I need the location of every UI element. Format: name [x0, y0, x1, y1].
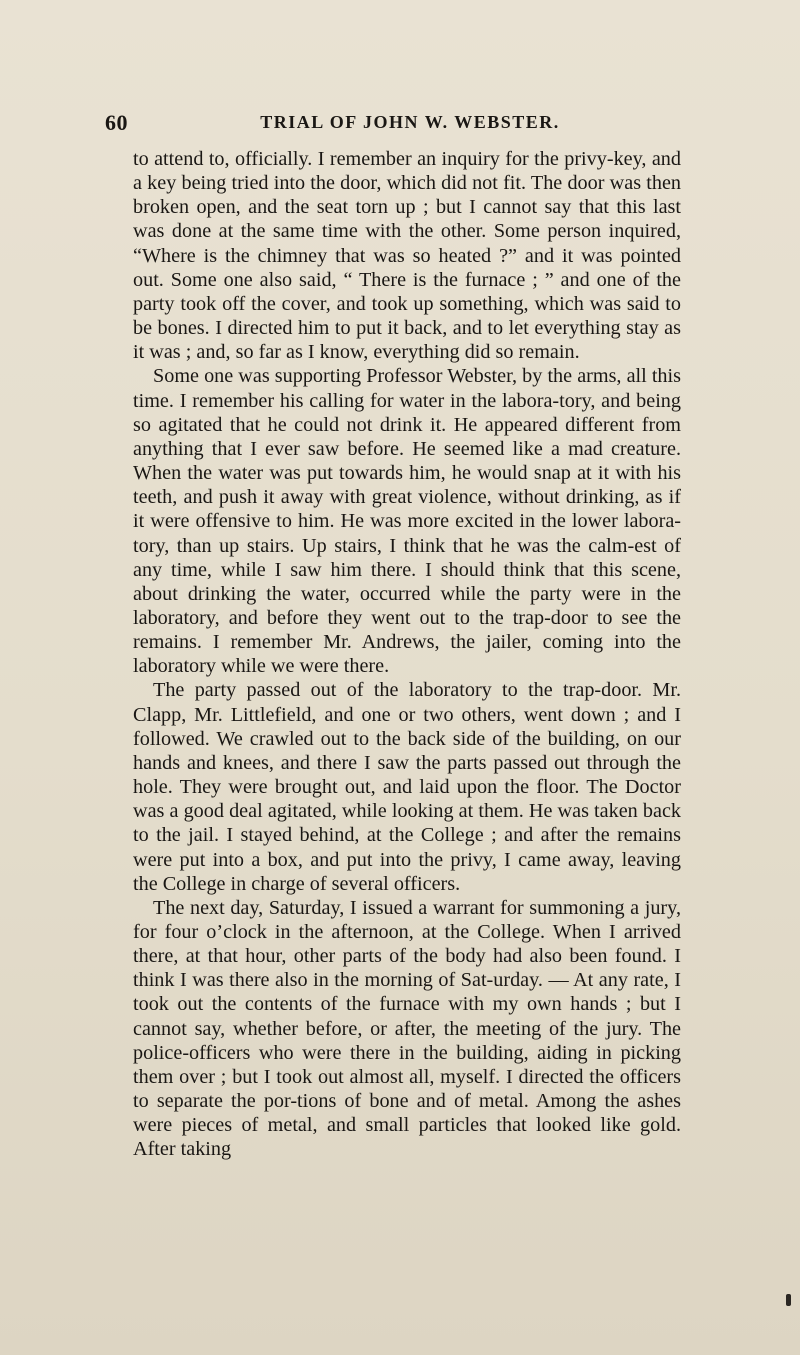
running-head: TRIAL OF JOHN W. WEBSTER.	[260, 112, 560, 132]
paragraph: to attend to, officially. I remember an inquiry for the privy-key, and a key being tried into the door, which did not fit. The door was then broken open, and the seat torn up ; but I cannot say that this last was done at the same time with the other. Some person inquired, “Where is the chimney that was so heated ?” and it was pointed out. Some one also said, “ There is the furnace ; ” and one of the party took off the cover, and took up something, which was said to be bones. I directed him to put it back, and to let everything stay as it was ; and, so far as I know, everything did so remain.	[133, 148, 681, 364]
paragraph: Some one was supporting Professor Webster, by the arms, all this time. I remember his calling for water in the labora-tory, and being so agitated that he could not drink it. He appeared different from anything that I ever saw before. He seemed like a mad creature. When the water was put towards him, he would snap at it with his teeth, and push it away with great violence, without drinking, as if it were offensive to him. He was more excited in the lower labora-tory, than up stairs. Up stairs, I think that he was the calm-est of any time, while I saw him there. I should think that this scene, about drinking the water, occurred while the party were in the laboratory, and before they went out to the trap-door to see the remains. I remember Mr. Andrews, the jailer, coming into the laboratory while we were there.	[133, 365, 681, 678]
page-number: 60	[105, 110, 128, 135]
body-text	[133, 147, 681, 1162]
ink-speck	[786, 1294, 791, 1306]
page-header	[105, 110, 715, 144]
paragraph: The party passed out of the laboratory to the trap-door. Mr. Clapp, Mr. Littlefield, and one or two others, went down ; and I followed. We crawled out to the back side of the building, on our hands and knees, and there I saw the parts passed out through the hole. They were brought out, and laid upon the floor. The Doctor was a good deal agitated, while looking at them. He was taken back to the jail. I stayed behind, at the College ; and after the remains were put into a box, and put into the privy, I came away, leaving the College in charge of several officers.	[133, 679, 681, 895]
paragraph: The next day, Saturday, I issued a warrant for summoning a jury, for four o’clock in the afternoon, at the College. When I arrived there, at that hour, other parts of the body had also been found. I think I was there also in the morning of Sat-urday. — At any rate, I took out the contents of the furnace with my own hands ; but I cannot say, whether before, or after, the meeting of the jury. The police-officers who were there in the building, aiding in picking them over ; but I took out almost all, myself. I directed the officers to separate the por-tions of bone and of metal. Among the ashes were pieces of metal, and small particles that looked like gold. After taking	[133, 896, 681, 1161]
